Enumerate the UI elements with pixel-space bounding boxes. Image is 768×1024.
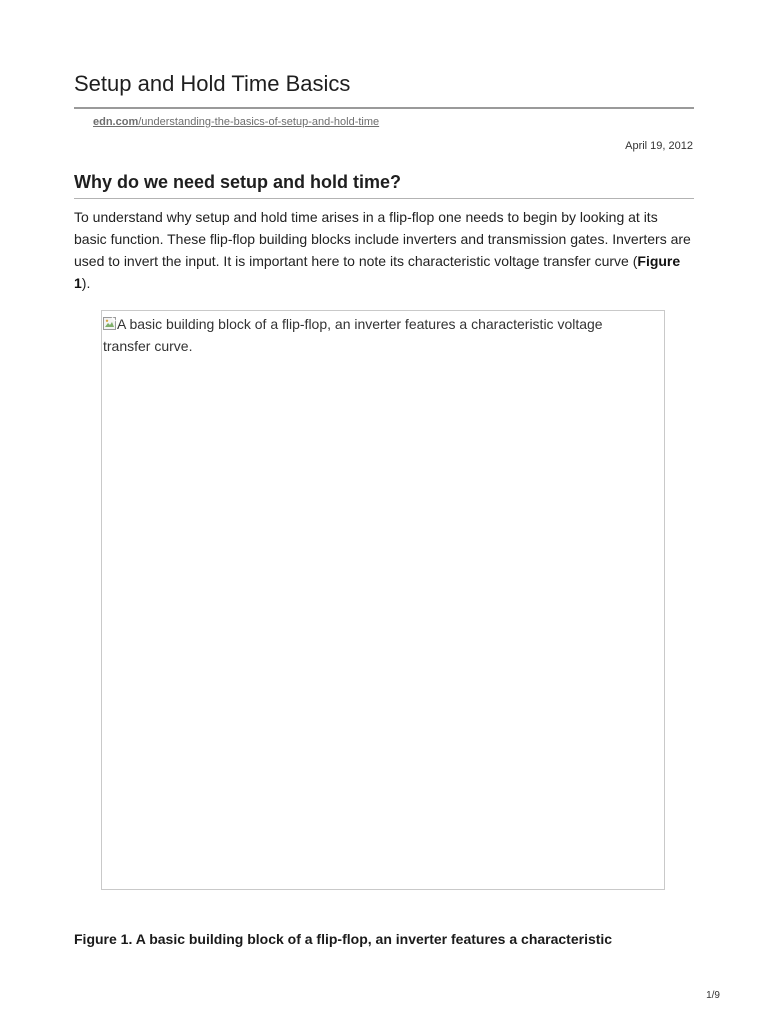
paragraph-text: To understand why setup and hold time arises in a flip-flop one needs to begin by looking at its basic function. These flip-flop building blocks include inverters and transmission gates. Inverters are used to invert the input. It is important here to note its characteristic voltage transfer curve ( [74, 209, 691, 269]
section-divider [74, 198, 694, 199]
source-path: /understanding-the-basics-of-setup-and-hold-time [138, 116, 380, 128]
body-paragraph [74, 206, 694, 294]
paragraph-text-end: ). [81, 275, 91, 291]
publish-date: April 19, 2012 [625, 140, 693, 152]
source-link[interactable] [93, 115, 379, 129]
section-heading: Why do we need setup and hold time? [74, 172, 402, 192]
figure-caption: Figure 1. A basic building block of a flip-flop, an inverter features a characteristic [74, 931, 613, 947]
broken-image-alt [103, 313, 653, 357]
broken-image-icon [103, 317, 117, 331]
page-number: 1/9 [706, 990, 720, 1001]
title-divider [74, 107, 694, 109]
alt-text: A basic building block of a flip-flop, an inverter features a characteristic voltage transfer curve. [103, 316, 603, 354]
figure-image-placeholder [101, 310, 665, 890]
source-domain: edn.com [93, 116, 139, 128]
figure-reference: Figure 1 [74, 253, 681, 291]
page-title: Setup and Hold Time Basics [74, 71, 351, 96]
